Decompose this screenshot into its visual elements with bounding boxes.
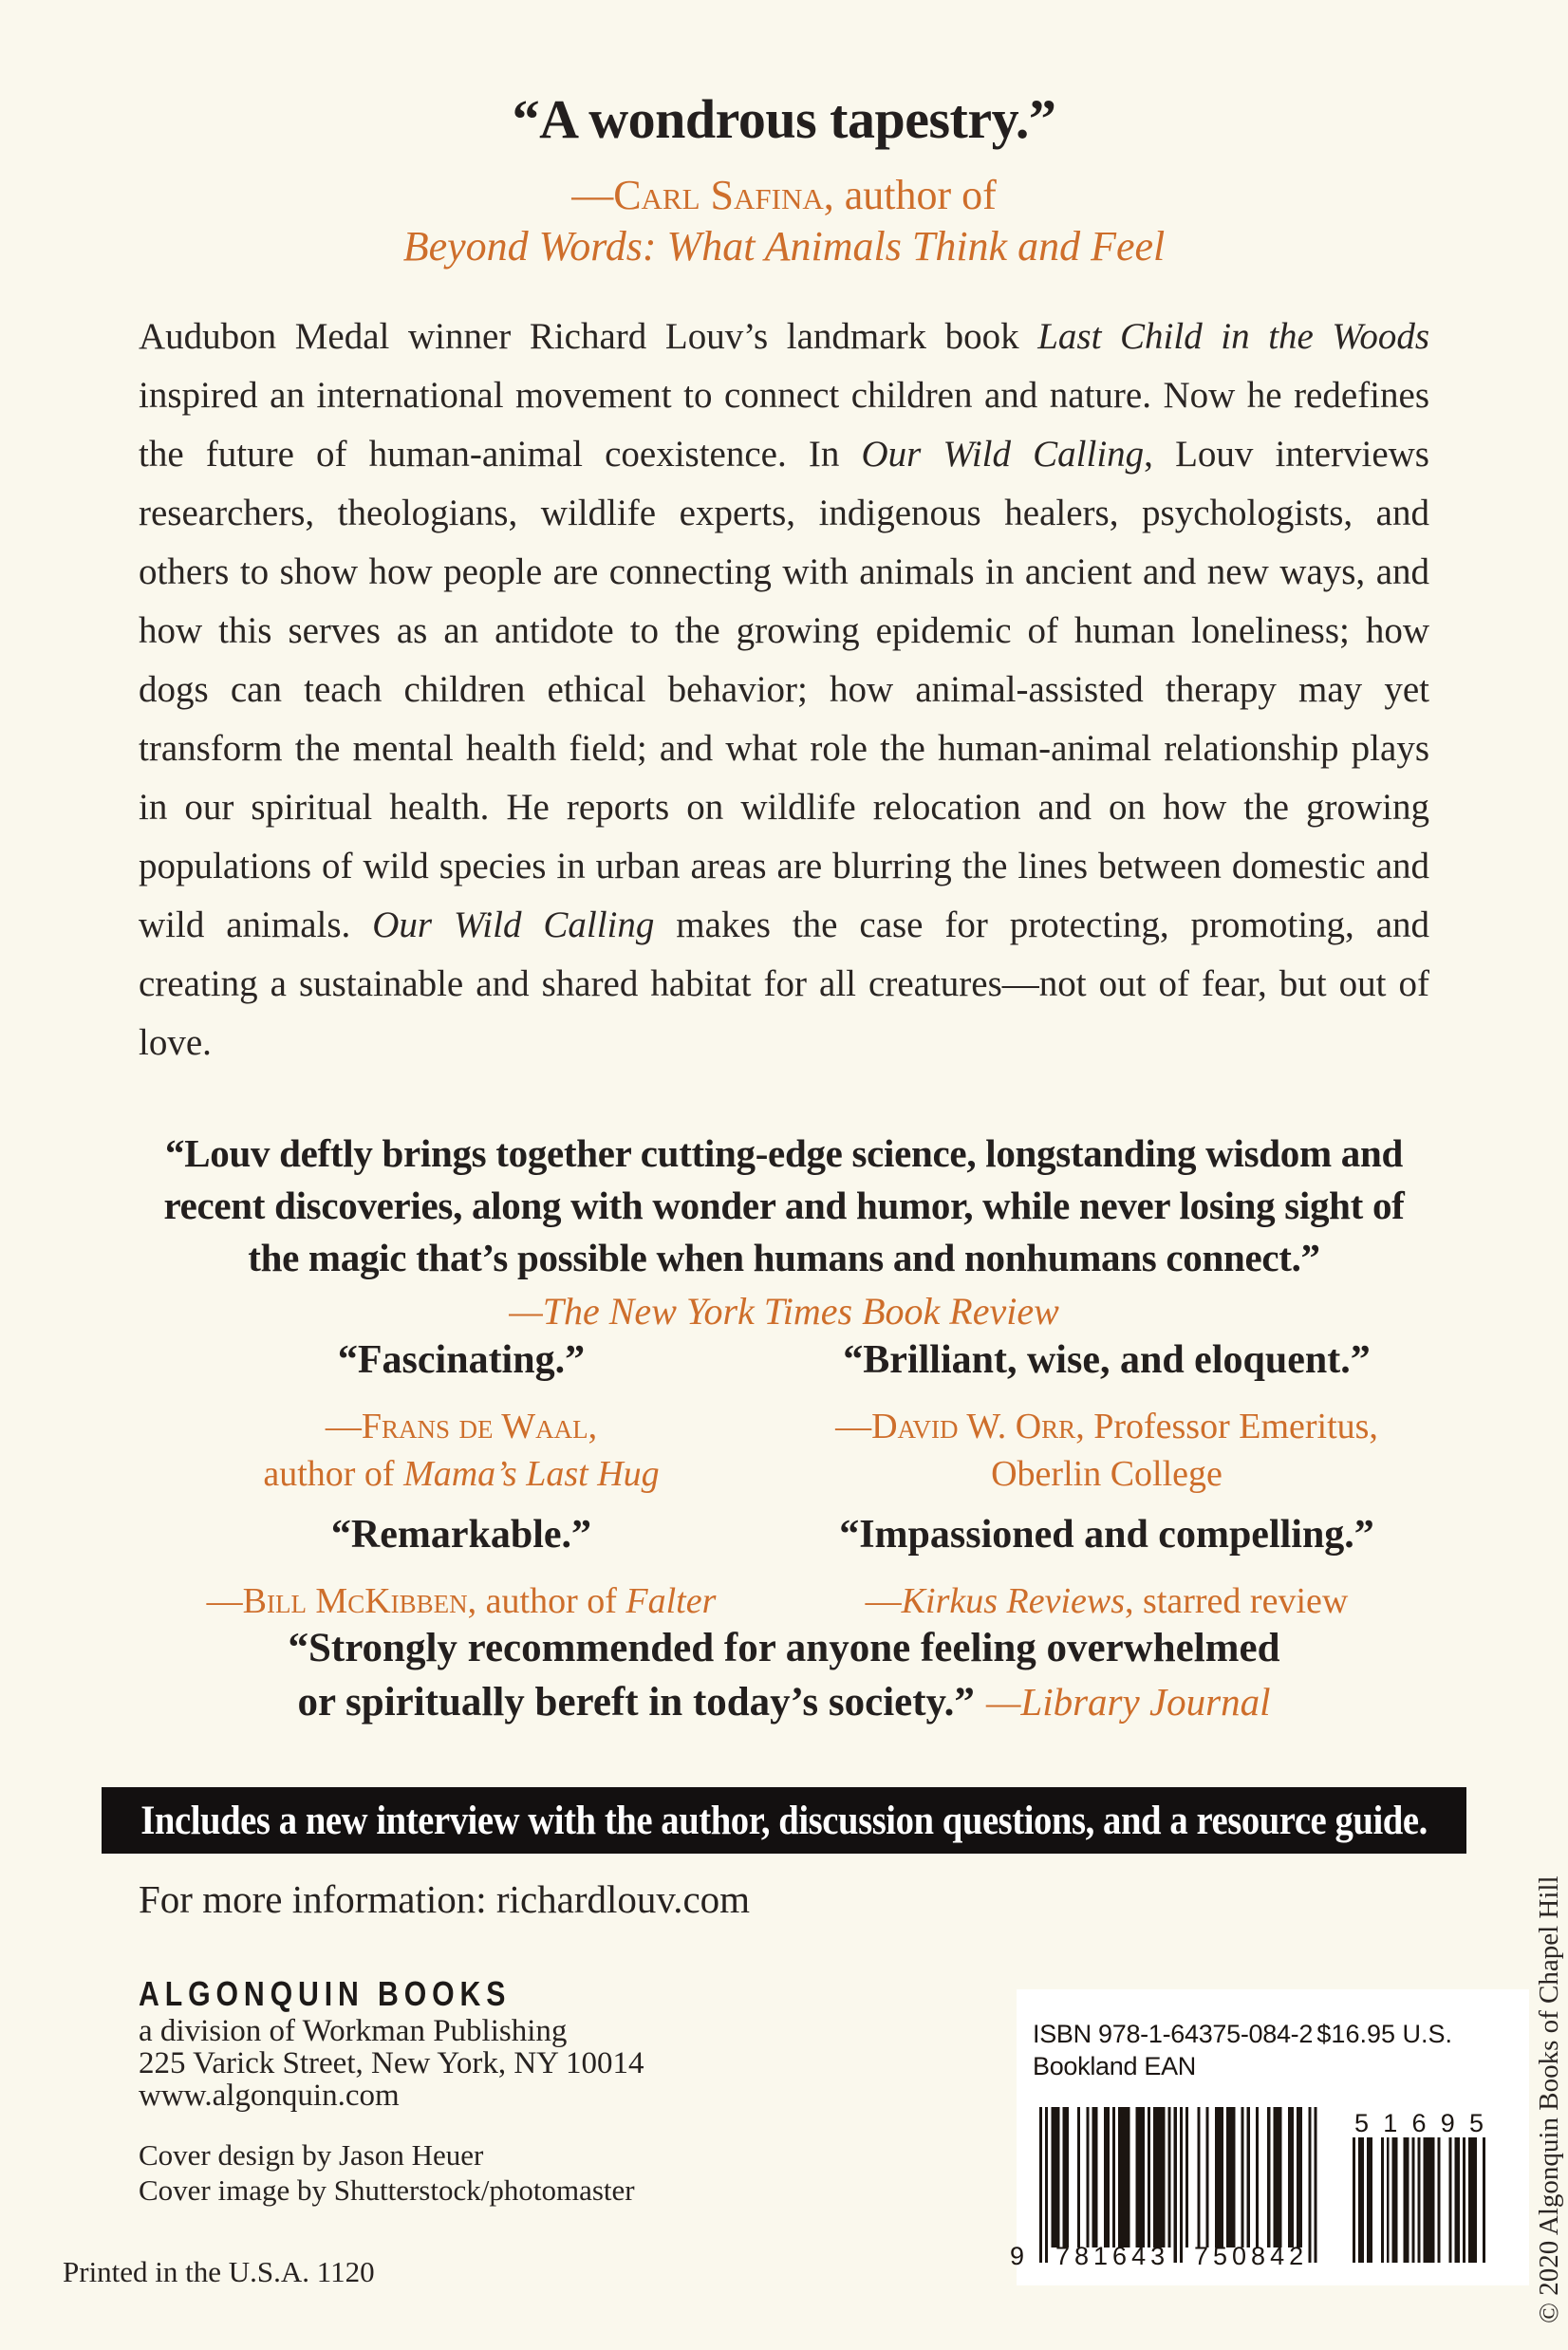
supplement-digit: 5 (1468, 2109, 1484, 2137)
blurb-attribution-line: —Frans de Waal, (325, 1407, 598, 1446)
info-line: For more information: richardlouv.com (139, 1877, 751, 1921)
blurb-column-left (139, 1340, 784, 1625)
nyt-review-quote: “Louv deftly brings together cutting-edge science, longstanding wisdom and recent discoveries, along with wonder and humor, while never losing sight of the magic that’s possible when humans and nonhumans connect.” (163, 1131, 1405, 1279)
supplement-digit: 9 (1440, 2109, 1455, 2137)
library-journal-quote-line2 (0, 1675, 1568, 1729)
blurb-attribution-line: —David W. Orr, Professor Emeritus, (835, 1407, 1378, 1446)
supplement-digits (1353, 2109, 1485, 2138)
blurb-quote: “Impassioned and compelling.” (839, 1513, 1374, 1557)
publisher-address: 225 Varick Street, New York, NY 10014 (139, 2046, 644, 2080)
barcode-digit-left: 9 (1010, 2242, 1025, 2270)
barcode-digits-group2: 750842 (1194, 2242, 1309, 2270)
publisher-website: www.algonquin.com (139, 2079, 400, 2113)
blurb-attribution-line: author of Mama’s Last Hug (263, 1454, 660, 1494)
bookland-ean-label: Bookland EAN (1033, 2052, 1197, 2080)
price-label: $16.95 U.S. (1316, 2020, 1452, 2048)
top-quote-attribution: —Carl Safina, author of (571, 172, 997, 218)
top-quote-book-title: Beyond Words: What Animals Think and Feel (402, 223, 1166, 270)
description-paragraph: Audubon Medal winner Richard Louv’s landmark book Last Child in the Woods inspired an international movement to connect children and nature. Now he redefines the future of human-animal coexistence. In Our Wild Calling, Louv interviews researchers, theologians, wildlife experts, indigenous healers, psychologists, and others to show how people are connecting with animals in ancient and new ways, and how this serves as an antidote to the growing epidemic of human loneliness; how dogs can teach children ethical behavior; how animal-assisted therapy may yet transform the mental health field; and what role the human-animal relationship plays in our spiritual health. He reports on wildlife relocation and on how the growing populations of wild species in urban areas are blurring the lines between domestic and wild animals. Our Wild Calling makes the case for protecting, promoting, and creating a sustainable and shared habitat for all creatures—not out of fear, but out of love. (139, 316, 1430, 1063)
blurb-attribution-line: Oberlin College (991, 1454, 1223, 1494)
vertical-copyright: © 2020 Algonquin Books of Chapel Hill (1534, 1875, 1564, 2323)
blurb-frans-de-waal (139, 1340, 784, 1498)
blurb-bill-mckibben (139, 1515, 784, 1625)
publisher-division: a division of Workman Publishing (139, 2014, 568, 2048)
library-journal-quote (0, 1621, 1568, 1729)
publisher-logo: ALGONQUIN BOOKS (139, 1974, 512, 2013)
blurb-attribution-line: —Bill McKibben, author of Falter (206, 1581, 717, 1621)
blurb-column-right (784, 1340, 1429, 1625)
library-journal-quote-text: or spiritually bereft in today’s society.” (297, 1680, 975, 1725)
isbn-label: ISBN 978-1-64375-084-2 (1033, 2020, 1314, 2048)
blurb-quote: “Brilliant, wise, and eloquent.” (843, 1338, 1371, 1382)
supplement-digit: 1 (1383, 2109, 1398, 2137)
supplement-digit: 5 (1354, 2109, 1370, 2137)
blurb-quote: “Remarkable.” (330, 1513, 592, 1557)
supplement-barcode (1353, 2137, 1485, 2267)
credit-cover-image: Cover image by Shutterstock/photomaster (139, 2173, 635, 2207)
includes-banner (102, 1787, 1466, 1854)
barcode-digits-group1: 781643 (1055, 2242, 1170, 2270)
blurb-quote: “Fascinating.” (337, 1338, 586, 1382)
library-journal-attribution: —Library Journal (985, 1680, 1271, 1724)
nyt-review-attribution: —The New York Times Book Review (509, 1290, 1059, 1333)
printed-line: Printed in the U.S.A. 1120 (63, 2255, 375, 2288)
blurb-attribution-line: —Kirkus Reviews, starred review (865, 1581, 1349, 1621)
blurb-kirkus-reviews (784, 1515, 1429, 1625)
blurb-grid (139, 1340, 1429, 1625)
top-quote: “A wondrous tapestry.” (512, 88, 1056, 150)
includes-banner-text: Includes a new interview with the author, discussion questions, and a resource guide. (140, 1798, 1428, 1843)
blurb-david-orr (784, 1340, 1429, 1498)
credit-cover-design: Cover design by Jason Heuer (139, 2138, 484, 2172)
supplement-digit: 6 (1411, 2109, 1427, 2137)
library-journal-quote-line1: “Strongly recommended for anyone feeling overwhelmed (288, 1626, 1280, 1670)
